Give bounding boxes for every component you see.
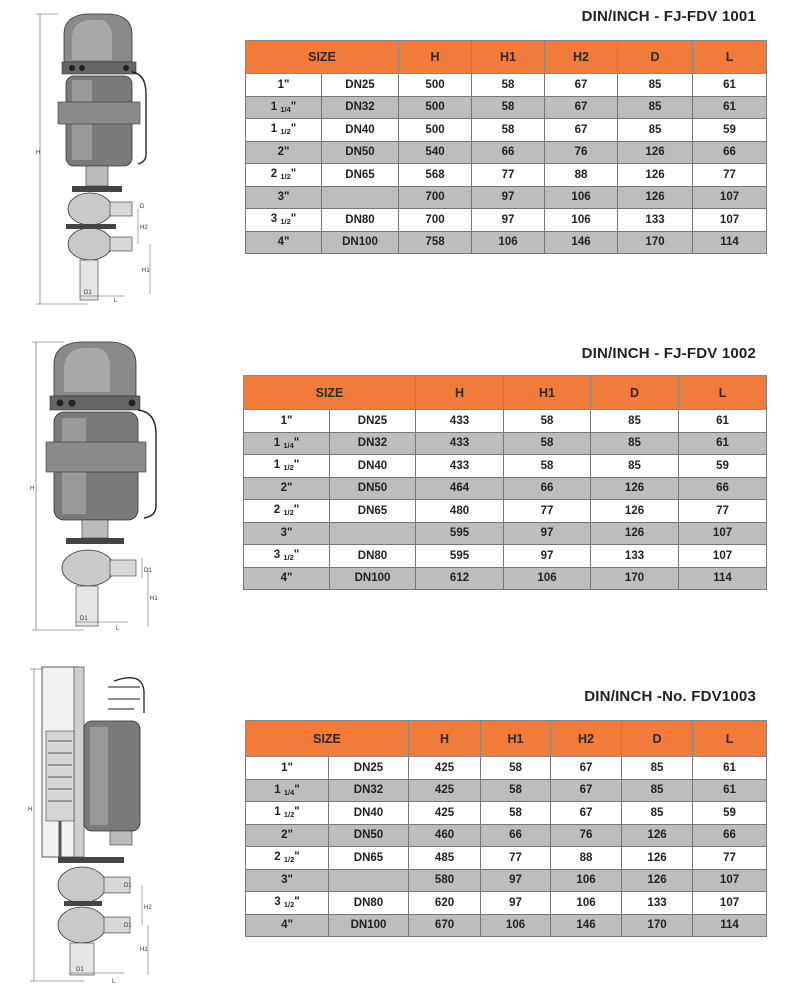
table-body <box>246 74 767 254</box>
cell-dn: DN32 <box>330 432 416 455</box>
cell-dn <box>329 869 409 892</box>
cell-inch: 2 $_{1/2}$" <box>244 500 330 523</box>
cell-l: 114 <box>693 231 767 254</box>
cell-dn: DN65 <box>330 500 416 523</box>
cell-h: 568 <box>399 164 472 187</box>
cell-h: 580 <box>409 869 481 892</box>
cell-l: 66 <box>693 141 767 164</box>
cell-d: 170 <box>591 567 679 590</box>
header-d: D <box>618 41 693 74</box>
cell-h2: 76 <box>551 824 622 847</box>
table-row <box>246 869 767 892</box>
cell-d: 85 <box>618 96 693 119</box>
cell-l: 59 <box>679 455 767 478</box>
cell-d: 170 <box>622 914 693 937</box>
cell-h1: 106 <box>504 567 591 590</box>
dim-d1-lower-label: D1 <box>124 923 132 929</box>
dim-h-label: H <box>36 150 41 156</box>
cell-inch: 3" <box>246 186 322 209</box>
table-row <box>244 410 767 433</box>
dim-l-label: L <box>116 626 120 632</box>
header-size: SIZE <box>246 41 399 74</box>
cell-d: 126 <box>618 141 693 164</box>
cell-d: 85 <box>618 119 693 142</box>
cell-h: 460 <box>409 824 481 847</box>
header-h: H <box>399 41 472 74</box>
cell-dn: DN65 <box>322 164 399 187</box>
cell-h1: 106 <box>481 914 551 937</box>
cell-h: 612 <box>416 567 504 590</box>
cell-inch: 2 $_{1/2}$" <box>246 847 329 870</box>
cell-h: 480 <box>416 500 504 523</box>
cell-h1: 58 <box>472 119 545 142</box>
cell-dn: DN80 <box>330 545 416 568</box>
cell-d: 126 <box>591 500 679 523</box>
cell-l: 66 <box>679 477 767 500</box>
cell-h: 425 <box>409 802 481 825</box>
cell-h2: 76 <box>545 141 618 164</box>
cell-h: 433 <box>416 432 504 455</box>
dim-l-label: L <box>112 979 116 985</box>
header-h1: H1 <box>472 41 545 74</box>
table-row <box>246 757 767 780</box>
spec-table-fdv1003 <box>245 720 767 937</box>
cell-h: 595 <box>416 522 504 545</box>
cell-d: 126 <box>591 477 679 500</box>
table-row <box>246 892 767 915</box>
cell-d: 126 <box>622 824 693 847</box>
cell-d: 133 <box>622 892 693 915</box>
cell-inch: 2" <box>246 141 322 164</box>
cell-inch: 2 $_{1/2}$" <box>246 164 322 187</box>
cell-dn <box>322 186 399 209</box>
cell-h: 464 <box>416 477 504 500</box>
cell-h1: 58 <box>504 432 591 455</box>
spec-table-fdv1002 <box>243 375 767 590</box>
cell-h2: 67 <box>551 757 622 780</box>
table-row <box>246 231 767 254</box>
cell-dn: DN100 <box>330 567 416 590</box>
cell-d: 133 <box>618 209 693 232</box>
cell-dn: DN100 <box>322 231 399 254</box>
table-row <box>244 500 767 523</box>
cell-h1: 66 <box>504 477 591 500</box>
cell-h2: 146 <box>551 914 622 937</box>
table-row <box>246 74 767 97</box>
cell-h2: 106 <box>545 186 618 209</box>
cell-l: 77 <box>693 847 767 870</box>
cell-inch: 1 $_{1/2}$" <box>244 455 330 478</box>
cell-inch: 1 $_{1/2}$" <box>246 802 329 825</box>
cell-h2: 88 <box>551 847 622 870</box>
cell-inch: 2" <box>246 824 329 847</box>
cell-l: 77 <box>679 500 767 523</box>
cell-h: 500 <box>399 119 472 142</box>
cell-d: 170 <box>618 231 693 254</box>
cell-l: 61 <box>679 410 767 433</box>
table-row <box>246 96 767 119</box>
cell-d: 126 <box>618 164 693 187</box>
cell-h1: 66 <box>481 824 551 847</box>
cell-inch: 3 $_{1/2}$" <box>246 892 329 915</box>
section-title: DIN/INCH - FJ-FDV 1002 <box>581 345 756 362</box>
cell-h1: 97 <box>504 522 591 545</box>
table-body <box>246 757 767 937</box>
cell-h1: 58 <box>504 455 591 478</box>
spec-table-fdv1001 <box>245 40 767 254</box>
cell-h2: 88 <box>545 164 618 187</box>
cell-l: 59 <box>693 119 767 142</box>
header-h: H <box>409 721 481 757</box>
cell-inch: 1" <box>246 74 322 97</box>
table-body <box>244 410 767 590</box>
cell-l: 61 <box>679 432 767 455</box>
cell-h1: 106 <box>472 231 545 254</box>
dim-h1-label: H1 <box>150 596 158 602</box>
cell-h2: 67 <box>551 779 622 802</box>
header-l: L <box>693 41 767 74</box>
cell-h: 500 <box>399 96 472 119</box>
table-row <box>246 141 767 164</box>
header-size: SIZE <box>244 376 416 410</box>
cell-d: 85 <box>622 779 693 802</box>
valve-drawing-fdv1003 <box>24 661 164 989</box>
header-h2: H2 <box>545 41 618 74</box>
header-l: L <box>679 376 767 410</box>
header-h: H <box>416 376 504 410</box>
cell-h1: 58 <box>504 410 591 433</box>
cell-h2: 67 <box>545 74 618 97</box>
cell-l: 107 <box>693 209 767 232</box>
cell-l: 59 <box>693 802 767 825</box>
cell-d: 126 <box>622 869 693 892</box>
dim-h-label: H <box>28 807 33 813</box>
cell-d: 133 <box>591 545 679 568</box>
cell-inch: 1 $_{1/4}$" <box>244 432 330 455</box>
cell-dn: DN40 <box>322 119 399 142</box>
cell-d: 85 <box>622 757 693 780</box>
cell-h: 758 <box>399 231 472 254</box>
cell-h1: 58 <box>481 779 551 802</box>
cell-h2: 67 <box>545 96 618 119</box>
valve-drawing-fdv1001 <box>28 4 158 310</box>
cell-dn: DN80 <box>329 892 409 915</box>
cell-h1: 97 <box>472 209 545 232</box>
cell-h1: 58 <box>481 802 551 825</box>
cell-dn: DN50 <box>329 824 409 847</box>
dim-h2-label: H2 <box>140 225 148 231</box>
cell-h1: 77 <box>472 164 545 187</box>
cell-d: 85 <box>591 455 679 478</box>
cell-dn: DN80 <box>322 209 399 232</box>
table-row <box>246 802 767 825</box>
cell-inch: 4" <box>246 914 329 937</box>
section-fdv1002 <box>0 320 800 650</box>
cell-inch: 2" <box>244 477 330 500</box>
cell-dn <box>330 522 416 545</box>
cell-h: 433 <box>416 455 504 478</box>
cell-d: 85 <box>618 74 693 97</box>
cell-h: 700 <box>399 209 472 232</box>
dim-l-label: L <box>114 298 118 304</box>
cell-l: 107 <box>679 522 767 545</box>
header-size: SIZE <box>246 721 409 757</box>
dim-d1-bottom-label: D1 <box>76 967 84 973</box>
cell-h1: 97 <box>481 869 551 892</box>
cell-inch: 4" <box>244 567 330 590</box>
cell-h1: 97 <box>481 892 551 915</box>
dim-h1-label: H1 <box>142 268 150 274</box>
cell-d: 85 <box>622 802 693 825</box>
cell-h: 425 <box>409 779 481 802</box>
cell-h: 485 <box>409 847 481 870</box>
cell-h: 540 <box>399 141 472 164</box>
header-h1: H1 <box>481 721 551 757</box>
section-fdv1003 <box>0 655 800 994</box>
cell-l: 107 <box>693 892 767 915</box>
header-d: D <box>622 721 693 757</box>
cell-inch: 3" <box>246 869 329 892</box>
cell-inch: 1 $_{1/4}$" <box>246 779 329 802</box>
cell-h1: 77 <box>504 500 591 523</box>
cell-inch: 1 $_{1/2}$" <box>246 119 322 142</box>
section-title: DIN/INCH - FJ-FDV 1001 <box>581 8 756 25</box>
dim-h2-label: H2 <box>144 905 152 911</box>
cell-dn: DN50 <box>322 141 399 164</box>
table-row <box>246 847 767 870</box>
cell-h2: 106 <box>545 209 618 232</box>
table-row <box>246 779 767 802</box>
header-l: L <box>693 721 767 757</box>
dim-d1-label: D1 <box>84 290 92 296</box>
cell-h1: 97 <box>472 186 545 209</box>
section-fdv1001 <box>0 0 800 320</box>
cell-inch: 3 $_{1/2}$" <box>244 545 330 568</box>
cell-l: 107 <box>693 186 767 209</box>
cell-l: 107 <box>693 869 767 892</box>
dim-d1-upper-label: D1 <box>124 883 132 889</box>
cell-dn: DN65 <box>329 847 409 870</box>
table-row <box>244 522 767 545</box>
cell-h: 433 <box>416 410 504 433</box>
cell-dn: DN100 <box>329 914 409 937</box>
cell-l: 107 <box>679 545 767 568</box>
cell-h1: 58 <box>472 96 545 119</box>
table-row <box>244 477 767 500</box>
cell-d: 85 <box>591 410 679 433</box>
cell-l: 61 <box>693 757 767 780</box>
table-row <box>244 545 767 568</box>
cell-h1: 97 <box>504 545 591 568</box>
cell-dn: DN40 <box>329 802 409 825</box>
cell-dn: DN32 <box>329 779 409 802</box>
dim-d-label: D <box>140 204 145 210</box>
cell-d: 126 <box>622 847 693 870</box>
cell-dn: DN50 <box>330 477 416 500</box>
cell-l: 66 <box>693 824 767 847</box>
cell-d: 85 <box>591 432 679 455</box>
cell-h: 670 <box>409 914 481 937</box>
cell-inch: 1" <box>244 410 330 433</box>
table-row <box>246 914 767 937</box>
cell-h: 700 <box>399 186 472 209</box>
cell-d: 126 <box>591 522 679 545</box>
cell-inch: 4" <box>246 231 322 254</box>
cell-dn: DN25 <box>322 74 399 97</box>
cell-dn: DN40 <box>330 455 416 478</box>
cell-h2: 67 <box>545 119 618 142</box>
table-row <box>246 119 767 142</box>
cell-inch: 3 $_{1/2}$" <box>246 209 322 232</box>
cell-l: 61 <box>693 96 767 119</box>
cell-h2: 106 <box>551 869 622 892</box>
cell-dn: DN32 <box>322 96 399 119</box>
cell-dn: DN25 <box>330 410 416 433</box>
header-d: D <box>591 376 679 410</box>
cell-l: 61 <box>693 74 767 97</box>
cell-l: 114 <box>679 567 767 590</box>
cell-l: 77 <box>693 164 767 187</box>
cell-h2: 146 <box>545 231 618 254</box>
cell-h1: 66 <box>472 141 545 164</box>
cell-h: 500 <box>399 74 472 97</box>
section-title: DIN/INCH -No. FDV1003 <box>584 688 756 705</box>
valve-drawing-fdv1002 <box>24 330 164 646</box>
table-row <box>244 432 767 455</box>
cell-h2: 67 <box>551 802 622 825</box>
cell-h: 620 <box>409 892 481 915</box>
table-row <box>246 824 767 847</box>
cell-dn: DN25 <box>329 757 409 780</box>
cell-inch: 1" <box>246 757 329 780</box>
table-row <box>244 455 767 478</box>
table-row <box>246 164 767 187</box>
header-h2: H2 <box>551 721 622 757</box>
cell-inch: 1 $_{1/4}$" <box>246 96 322 119</box>
cell-inch: 3" <box>244 522 330 545</box>
dim-d1-label: D1 <box>144 568 152 574</box>
cell-l: 114 <box>693 914 767 937</box>
dim-h1-label: H1 <box>140 947 148 953</box>
cell-l: 61 <box>693 779 767 802</box>
dim-h-label: H <box>30 486 35 492</box>
cell-h1: 77 <box>481 847 551 870</box>
table-row <box>246 209 767 232</box>
cell-h2: 106 <box>551 892 622 915</box>
cell-h: 425 <box>409 757 481 780</box>
cell-h1: 58 <box>481 757 551 780</box>
cell-h: 595 <box>416 545 504 568</box>
table-row <box>246 186 767 209</box>
cell-d: 126 <box>618 186 693 209</box>
cell-h1: 58 <box>472 74 545 97</box>
table-row <box>244 567 767 590</box>
header-h1: H1 <box>504 376 591 410</box>
dim-d1-bottom-label: D1 <box>80 616 88 622</box>
